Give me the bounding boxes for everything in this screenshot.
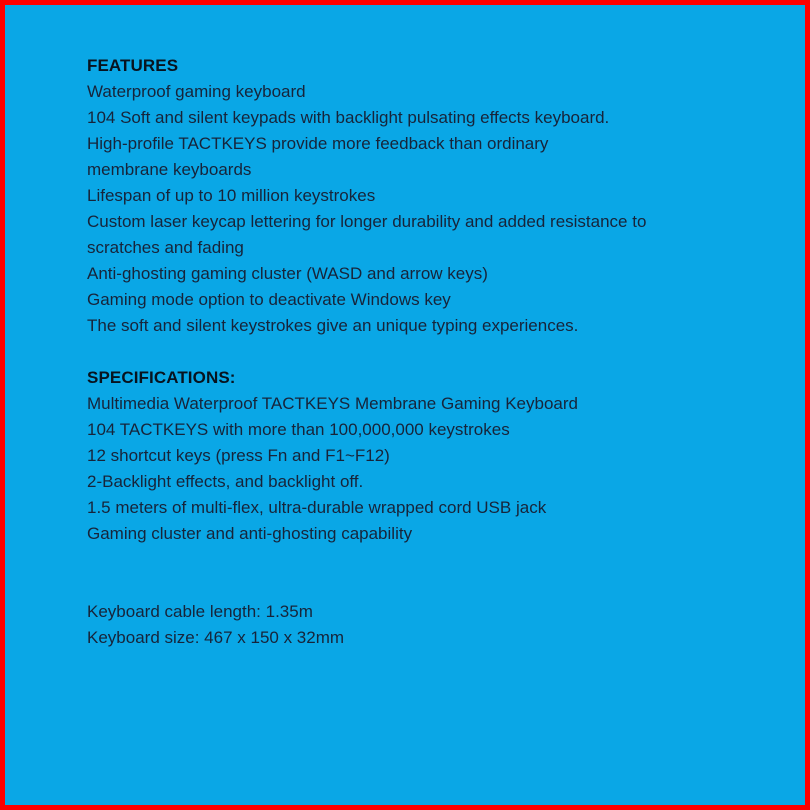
cable-length-line: Keyboard cable length: 1.35m bbox=[87, 602, 313, 621]
specifications-section bbox=[87, 365, 787, 547]
specifications-line: 12 shortcut keys (press Fn and F1~F12) bbox=[87, 446, 390, 465]
dimensions-section bbox=[87, 599, 787, 651]
features-line: scratches and fading bbox=[87, 238, 244, 257]
keyboard-size-line: Keyboard size: 467 x 150 x 32mm bbox=[87, 628, 345, 647]
specifications-line: 104 TACTKEYS with more than 100,000,000 keystrokes bbox=[87, 420, 510, 439]
features-line: The soft and silent keystrokes give an unique typing experiences. bbox=[87, 316, 579, 335]
features-line: Anti-ghosting gaming cluster (WASD and arrow keys) bbox=[87, 264, 488, 283]
features-line: High-profile TACTKEYS provide more feedback than ordinary bbox=[87, 134, 549, 153]
features-line: 104 Soft and silent keypads with backlight pulsating effects keyboard. bbox=[87, 108, 610, 127]
specifications-heading: SPECIFICATIONS: bbox=[87, 368, 236, 387]
features-line: Lifespan of up to 10 million keystrokes bbox=[87, 186, 376, 205]
specifications-line: Gaming cluster and anti-ghosting capability bbox=[87, 524, 413, 543]
document-content bbox=[87, 53, 787, 651]
features-line: membrane keyboards bbox=[87, 160, 252, 179]
specifications-line: Multimedia Waterproof TACTKEYS Membrane Gaming Keyboard bbox=[87, 394, 578, 413]
features-line: Custom laser keycap lettering for longer durability and added resistance to bbox=[87, 212, 647, 231]
features-line: Waterproof gaming keyboard bbox=[87, 82, 306, 101]
specifications-line: 2-Backlight effects, and backlight off. bbox=[87, 472, 364, 491]
features-line: Gaming mode option to deactivate Windows key bbox=[87, 290, 451, 309]
features-heading: FEATURES bbox=[87, 56, 179, 75]
specifications-line: 1.5 meters of multi-flex, ultra-durable wrapped cord USB jack bbox=[87, 498, 547, 517]
features-section bbox=[87, 53, 787, 339]
